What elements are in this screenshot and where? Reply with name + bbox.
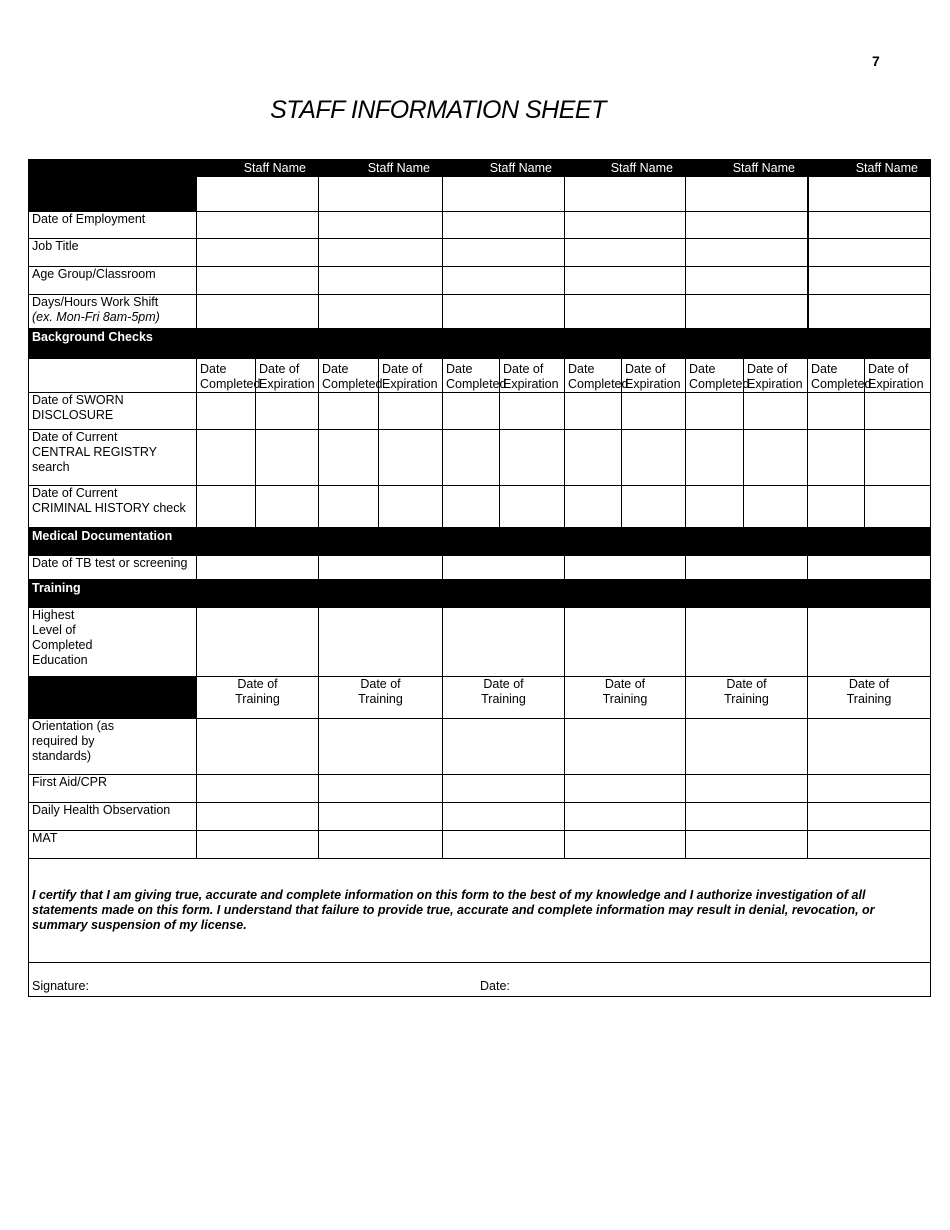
date-completed-header-4: Date Completed xyxy=(565,359,622,393)
date-expiration-header-5: Date of Expiration xyxy=(744,359,808,393)
employment-label: Date of Employment xyxy=(29,212,197,239)
date-of-training-header-row xyxy=(29,677,931,719)
daily-health-field-6[interactable] xyxy=(808,803,931,831)
daily-health-field-1[interactable] xyxy=(197,803,319,831)
registry-completed-5[interactable] xyxy=(686,430,744,486)
page-number: 7 xyxy=(872,53,880,69)
staff-name-field-1[interactable] xyxy=(197,177,319,212)
job-title-field-4[interactable] xyxy=(565,239,686,267)
date-expiration-header-6: Date of Expiration xyxy=(865,359,931,393)
first-aid-field-5[interactable] xyxy=(686,775,808,803)
daily-health-field-3[interactable] xyxy=(443,803,565,831)
staff-name-header-1: Staff Name xyxy=(197,160,319,177)
job-title-field-3[interactable] xyxy=(443,239,565,267)
age-group-field-1[interactable] xyxy=(197,267,319,295)
orientation-label: Orientation (as required by standards) xyxy=(29,719,197,775)
criminal-expiration-6[interactable] xyxy=(865,486,931,528)
criminal-expiration-4[interactable] xyxy=(622,486,686,528)
medical-section-row xyxy=(29,528,931,556)
employment-field-6[interactable] xyxy=(808,212,931,239)
registry-expiration-6[interactable] xyxy=(865,430,931,486)
mat-field-6[interactable] xyxy=(808,831,931,859)
registry-expiration-3[interactable] xyxy=(500,430,565,486)
education-field-1[interactable] xyxy=(197,608,319,677)
orientation-row xyxy=(29,719,931,775)
staff-name-label-cell xyxy=(29,177,197,212)
staff-name-field-5[interactable] xyxy=(686,177,808,212)
date-of-training-header-6: Date of Training xyxy=(808,677,931,719)
registry-expiration-4[interactable] xyxy=(622,430,686,486)
job-title-field-6[interactable] xyxy=(808,239,931,267)
work-shift-label xyxy=(29,295,197,329)
section-training: Training xyxy=(29,580,931,608)
sworn-completed-2[interactable] xyxy=(319,393,379,430)
work-shift-field-5[interactable] xyxy=(686,295,808,329)
date-completed-header-6: Date Completed xyxy=(808,359,865,393)
first-aid-field-6[interactable] xyxy=(808,775,931,803)
tb-test-row xyxy=(29,556,931,580)
date-completed-header-2: Date Completed xyxy=(319,359,379,393)
education-label: Highest Level of Completed Education xyxy=(29,608,197,677)
daily-health-field-2[interactable] xyxy=(319,803,443,831)
staff-name-field-2[interactable] xyxy=(319,177,443,212)
first-aid-field-4[interactable] xyxy=(565,775,686,803)
age-group-field-3[interactable] xyxy=(443,267,565,295)
orientation-field-5[interactable] xyxy=(686,719,808,775)
work-shift-field-1[interactable] xyxy=(197,295,319,329)
employment-field-4[interactable] xyxy=(565,212,686,239)
date-expiration-header-4: Date of Expiration xyxy=(622,359,686,393)
employment-field-3[interactable] xyxy=(443,212,565,239)
job-title-row xyxy=(29,239,931,267)
date-label: Date: xyxy=(480,979,510,993)
first-aid-label: First Aid/CPR xyxy=(29,775,197,803)
background-subheader-blank xyxy=(29,359,197,393)
date-expiration-header-2: Date of Expiration xyxy=(379,359,443,393)
criminal-completed-3[interactable] xyxy=(443,486,500,528)
employment-field-5[interactable] xyxy=(686,212,808,239)
tb-test-field-1[interactable] xyxy=(197,556,319,580)
date-of-training-header-3: Date of Training xyxy=(443,677,565,719)
mat-row xyxy=(29,831,931,859)
signature-cell[interactable] xyxy=(29,963,931,997)
age-group-row xyxy=(29,267,931,295)
criminal-expiration-1[interactable] xyxy=(256,486,319,528)
background-section-row xyxy=(29,329,931,359)
daily-health-field-5[interactable] xyxy=(686,803,808,831)
work-shift-field-2[interactable] xyxy=(319,295,443,329)
job-title-field-5[interactable] xyxy=(686,239,808,267)
registry-completed-3[interactable] xyxy=(443,430,500,486)
background-subheader-row xyxy=(29,359,931,393)
criminal-expiration-5[interactable] xyxy=(744,486,808,528)
job-title-field-1[interactable] xyxy=(197,239,319,267)
tb-test-field-3[interactable] xyxy=(443,556,565,580)
criminal-completed-1[interactable] xyxy=(197,486,256,528)
orientation-field-3[interactable] xyxy=(443,719,565,775)
first-aid-field-2[interactable] xyxy=(319,775,443,803)
signature-row xyxy=(29,963,931,997)
staff-name-header-3: Staff Name xyxy=(443,160,565,177)
sworn-expiration-6[interactable] xyxy=(865,393,931,430)
orientation-field-6[interactable] xyxy=(808,719,931,775)
age-group-label: Age Group/Classroom xyxy=(29,267,197,295)
header-corner xyxy=(29,160,197,177)
work-shift-field-6[interactable] xyxy=(808,295,931,329)
tb-test-field-4[interactable] xyxy=(565,556,686,580)
criminal-completed-6[interactable] xyxy=(808,486,865,528)
date-expiration-header-1: Date of Expiration xyxy=(256,359,319,393)
daily-health-field-4[interactable] xyxy=(565,803,686,831)
sworn-disclosure-row xyxy=(29,393,931,430)
age-group-field-5[interactable] xyxy=(686,267,808,295)
date-of-training-header-1: Date of Training xyxy=(197,677,319,719)
employment-field-1[interactable] xyxy=(197,212,319,239)
work-shift-field-3[interactable] xyxy=(443,295,565,329)
staff-information-table xyxy=(28,159,931,997)
staff-name-row xyxy=(29,177,931,212)
criminal-history-row xyxy=(29,486,931,528)
education-field-5[interactable] xyxy=(686,608,808,677)
education-field-3[interactable] xyxy=(443,608,565,677)
education-field-4[interactable] xyxy=(565,608,686,677)
registry-completed-1[interactable] xyxy=(197,430,256,486)
staff-name-header-6: Staff Name xyxy=(808,160,931,177)
date-of-training-header-2: Date of Training xyxy=(319,677,443,719)
central-registry-row xyxy=(29,430,931,486)
registry-expiration-5[interactable] xyxy=(744,430,808,486)
date-of-training-header-4: Date of Training xyxy=(565,677,686,719)
first-aid-field-1[interactable] xyxy=(197,775,319,803)
date-completed-header-1: Date Completed xyxy=(197,359,256,393)
sworn-disclosure-label: Date of SWORN DISCLOSURE xyxy=(29,393,197,430)
sworn-expiration-2[interactable] xyxy=(379,393,443,430)
page-title: STAFF INFORMATION SHEET xyxy=(270,96,606,124)
daily-health-row xyxy=(29,803,931,831)
tb-test-field-2[interactable] xyxy=(319,556,443,580)
sworn-completed-1[interactable] xyxy=(197,393,256,430)
mat-field-3[interactable] xyxy=(443,831,565,859)
sworn-completed-6[interactable] xyxy=(808,393,865,430)
education-row xyxy=(29,608,931,677)
central-registry-label: Date of Current CENTRAL REGISTRY search xyxy=(29,430,197,486)
work-shift-example: (ex. Mon-Fri 8am-5pm) xyxy=(32,310,160,324)
work-shift-label-line1: Days/Hours Work Shift xyxy=(32,295,159,309)
work-shift-row xyxy=(29,295,931,329)
criminal-expiration-3[interactable] xyxy=(500,486,565,528)
work-shift-field-4[interactable] xyxy=(565,295,686,329)
sworn-expiration-3[interactable] xyxy=(500,393,565,430)
staff-name-field-6[interactable] xyxy=(808,177,931,212)
criminal-completed-4[interactable] xyxy=(565,486,622,528)
section-background-checks: Background Checks xyxy=(29,329,931,359)
date-completed-header-5: Date Completed xyxy=(686,359,744,393)
staff-name-field-3[interactable] xyxy=(443,177,565,212)
first-aid-field-3[interactable] xyxy=(443,775,565,803)
sworn-completed-4[interactable] xyxy=(565,393,622,430)
daily-health-label: Daily Health Observation xyxy=(29,803,197,831)
tb-test-field-6[interactable] xyxy=(808,556,931,580)
education-field-2[interactable] xyxy=(319,608,443,677)
criminal-expiration-2[interactable] xyxy=(379,486,443,528)
date-expiration-header-3: Date of Expiration xyxy=(500,359,565,393)
tb-test-label: Date of TB test or screening xyxy=(29,556,197,580)
sworn-completed-5[interactable] xyxy=(686,393,744,430)
section-medical-documentation: Medical Documentation xyxy=(29,528,931,556)
registry-completed-4[interactable] xyxy=(565,430,622,486)
age-group-field-2[interactable] xyxy=(319,267,443,295)
mat-label: MAT xyxy=(29,831,197,859)
criminal-history-label: Date of Current CRIMINAL HISTORY check xyxy=(29,486,197,528)
employment-field-2[interactable] xyxy=(319,212,443,239)
job-title-field-2[interactable] xyxy=(319,239,443,267)
mat-field-4[interactable] xyxy=(565,831,686,859)
tb-test-field-5[interactable] xyxy=(686,556,808,580)
training-header-blank xyxy=(29,677,197,719)
registry-completed-6[interactable] xyxy=(808,430,865,486)
first-aid-row xyxy=(29,775,931,803)
registry-expiration-2[interactable] xyxy=(379,430,443,486)
registry-completed-2[interactable] xyxy=(319,430,379,486)
date-completed-header-3: Date Completed xyxy=(443,359,500,393)
sworn-expiration-5[interactable] xyxy=(744,393,808,430)
orientation-field-4[interactable] xyxy=(565,719,686,775)
orientation-field-1[interactable] xyxy=(197,719,319,775)
sworn-completed-3[interactable] xyxy=(443,393,500,430)
sworn-expiration-4[interactable] xyxy=(622,393,686,430)
criminal-completed-2[interactable] xyxy=(319,486,379,528)
criminal-completed-5[interactable] xyxy=(686,486,744,528)
certification-row xyxy=(29,859,931,963)
staff-name-header-5: Staff Name xyxy=(686,160,808,177)
registry-expiration-1[interactable] xyxy=(256,430,319,486)
mat-field-2[interactable] xyxy=(319,831,443,859)
staff-name-header-row xyxy=(29,160,931,177)
certification-statement: I certify that I am giving true, accurate and complete information on this form to the best of my knowledge and I authorize investigation of all statements made on this form. I understand that failure to provide true, accurate and complete information may result in denial, revocation, or summary suspension of my license. xyxy=(29,859,931,963)
mat-field-1[interactable] xyxy=(197,831,319,859)
staff-name-header-4: Staff Name xyxy=(565,160,686,177)
education-field-6[interactable] xyxy=(808,608,931,677)
mat-field-5[interactable] xyxy=(686,831,808,859)
date-of-training-header-5: Date of Training xyxy=(686,677,808,719)
signature-label: Signature: xyxy=(32,979,89,993)
sworn-expiration-1[interactable] xyxy=(256,393,319,430)
orientation-field-2[interactable] xyxy=(319,719,443,775)
age-group-field-4[interactable] xyxy=(565,267,686,295)
staff-name-header-2: Staff Name xyxy=(319,160,443,177)
job-title-label: Job Title xyxy=(29,239,197,267)
training-section-row xyxy=(29,580,931,608)
staff-name-field-4[interactable] xyxy=(565,177,686,212)
age-group-field-6[interactable] xyxy=(808,267,931,295)
employment-row xyxy=(29,212,931,239)
